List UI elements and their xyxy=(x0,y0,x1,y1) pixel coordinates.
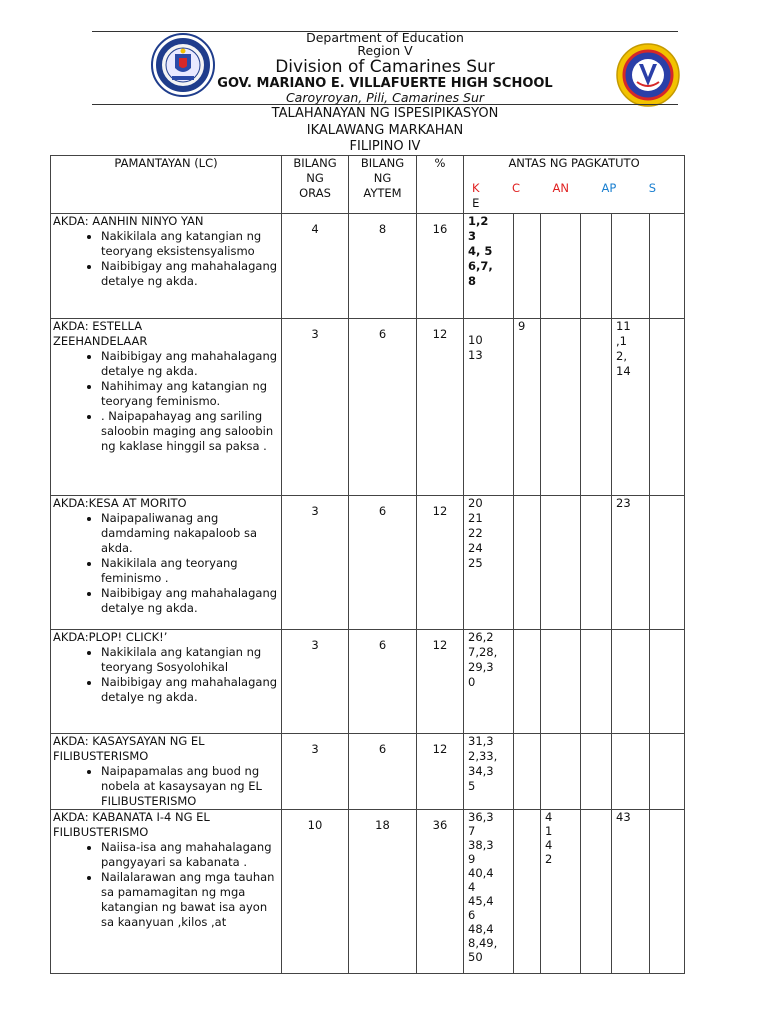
items-extra-cell xyxy=(650,810,685,974)
items-extra-cell xyxy=(650,319,685,496)
oras-cell: 3 xyxy=(282,319,349,496)
level-s: S xyxy=(648,181,657,195)
items-c-cell xyxy=(514,214,541,319)
competency-item: • Nakikilala ang katangian ng teoryang Sosyolohikal xyxy=(101,645,279,675)
document-title: TALAHANAYAN NG ISPESIPIKASYON xyxy=(271,106,499,121)
items-an-cell xyxy=(541,734,581,810)
percent-cell: 12 xyxy=(417,319,464,496)
document-subtitle-quarter: IKALAWANG MARKAHAN xyxy=(306,123,464,138)
header-pamantayan: PAMANTAYAN (LC) xyxy=(51,156,282,214)
aytem-cell: 6 xyxy=(349,319,417,496)
items-ap-cell xyxy=(581,319,612,496)
header-bilang-oras: BILANG NG ORAS xyxy=(282,156,349,214)
table-row xyxy=(51,810,685,974)
competency-list xyxy=(53,511,279,616)
header-percent: % xyxy=(417,156,464,214)
level-an: AN xyxy=(552,181,569,195)
items-k-cell: 10 13 xyxy=(464,319,514,496)
antas-label: ANTAS NG PAGKATUTO xyxy=(508,156,640,170)
oras-cell: 3 xyxy=(282,630,349,734)
competency-item: • Naibibigay ang mahahalagang detalye ng akda. xyxy=(101,349,279,379)
competency-list xyxy=(53,764,279,809)
items-ap-cell xyxy=(581,810,612,974)
items-ap-cell xyxy=(581,630,612,734)
items-c-cell xyxy=(514,810,541,974)
level-k: K E xyxy=(472,181,480,210)
table-row xyxy=(51,319,685,496)
percent-cell: 12 xyxy=(417,630,464,734)
table-row xyxy=(51,734,685,810)
region-name: Region V xyxy=(357,43,413,58)
oras-cell: 3 xyxy=(282,734,349,810)
items-extra-cell xyxy=(650,630,685,734)
competency-cell xyxy=(51,734,282,810)
competency-cell xyxy=(51,630,282,734)
competency-list xyxy=(53,645,279,705)
items-s-cell: 43 xyxy=(612,810,650,974)
competency-item: • Naiisa-isa ang mahahalagang pangyayari sa kabanata . xyxy=(101,840,279,870)
oras-cell: 4 xyxy=(282,214,349,319)
items-extra-cell xyxy=(650,734,685,810)
items-k-cell: 20 21 22 24 25 xyxy=(464,496,514,630)
header-antas-ng-pagkatuto xyxy=(464,156,685,214)
items-an-cell xyxy=(541,214,581,319)
percent-cell: 12 xyxy=(417,496,464,630)
competency-list xyxy=(53,840,279,930)
akda-title: AKDA: ESTELLA ZEEHANDELAAR xyxy=(53,319,148,348)
table-header-row xyxy=(51,156,685,214)
school-name: GOV. MARIANO E. VILLAFUERTE HIGH SCHOOL xyxy=(217,76,553,91)
items-extra-cell xyxy=(650,214,685,319)
items-c-cell xyxy=(514,630,541,734)
level-ap: AP xyxy=(601,181,617,195)
items-an-cell xyxy=(541,630,581,734)
levels-row xyxy=(466,171,682,211)
competency-cell xyxy=(51,810,282,974)
competency-item: • Nahihimay ang katangian ng teoryang feminismo. xyxy=(101,379,279,409)
aytem-cell: 6 xyxy=(349,496,417,630)
competency-item: • Naipapamalas ang buod ng nobela at kasaysayan ng EL FILIBUSTERISMO xyxy=(101,764,279,809)
items-s-cell xyxy=(612,734,650,810)
oras-cell: 10 xyxy=(282,810,349,974)
aytem-cell: 18 xyxy=(349,810,417,974)
percent-cell: 16 xyxy=(417,214,464,319)
competency-item: • Naibibigay ang mahahalagang detalye ng akda. xyxy=(101,675,279,705)
items-ap-cell xyxy=(581,734,612,810)
aytem-cell: 6 xyxy=(349,734,417,810)
competency-item: • Naibibigay ang mahahalagang detalye ng akda. xyxy=(101,586,279,616)
competency-list xyxy=(53,229,279,289)
header-bottom-rule xyxy=(92,104,678,105)
akda-title: AKDA: KABANATA I-4 NG EL FILIBUSTERISMO xyxy=(53,810,210,839)
competency-cell xyxy=(51,214,282,319)
items-s-cell xyxy=(612,630,650,734)
akda-title: AKDA:PLOP! CLICK!’ xyxy=(53,630,168,644)
competency-item: • Nailalarawan ang mga tauhan sa pamamagitan ng mga katangian ng bawat isa ayon sa kaanyuan ,kilos ,at xyxy=(101,870,279,930)
aytem-cell: 8 xyxy=(349,214,417,319)
items-k-cell: 31,3 2,33, 34,3 5 xyxy=(464,734,514,810)
division-name: Division of Camarines Sur xyxy=(275,57,495,77)
items-c-cell: 9 xyxy=(514,319,541,496)
items-an-cell: 4 1 4 2 xyxy=(541,810,581,974)
competency-item: • Nakikilala ang katangian ng teoryang eksistensyalismo xyxy=(101,229,279,259)
items-c-cell xyxy=(514,734,541,810)
items-extra-cell xyxy=(650,496,685,630)
items-k-cell: 26,2 7,28, 29,3 0 xyxy=(464,630,514,734)
table-row xyxy=(51,214,685,319)
items-s-cell xyxy=(612,214,650,319)
specification-table xyxy=(50,155,685,974)
level-c: C xyxy=(512,181,521,195)
percent-cell: 36 xyxy=(417,810,464,974)
school-address: Caroyroyan, Pili, Camarines Sur xyxy=(285,90,485,105)
items-c-cell xyxy=(514,496,541,630)
oras-cell: 3 xyxy=(282,496,349,630)
aytem-cell: 6 xyxy=(349,630,417,734)
table-row xyxy=(51,496,685,630)
akda-title: AKDA:KESA AT MORITO xyxy=(53,496,187,510)
percent-cell: 12 xyxy=(417,734,464,810)
header-bilang-aytem: BILANG NG AYTEM xyxy=(349,156,417,214)
akda-title: AKDA: AANHIN NINYO YAN xyxy=(53,214,204,228)
department-name: Department of Education xyxy=(306,30,464,45)
items-an-cell xyxy=(541,496,581,630)
competency-cell xyxy=(51,496,282,630)
competency-item: • Nakikilala ang teoryang feminismo . xyxy=(101,556,279,586)
competency-item: • . Naipapahayag ang sariling saloobin maging ang saloobin ng kaklase hinggil sa paksa . xyxy=(101,409,279,454)
competency-item: • Naipapaliwanag ang damdaming nakapaloob sa akda. xyxy=(101,511,279,556)
competency-cell xyxy=(51,319,282,496)
akda-title: AKDA: KASAYSAYAN NG EL FILIBUSTERISMO xyxy=(53,734,205,763)
items-k-cell: 1,2 3 4, 5 6,7, 8 xyxy=(464,214,514,319)
items-s-cell: 23 xyxy=(612,496,650,630)
competency-item: • Naibibigay ang mahahalagang detalye ng akda. xyxy=(101,259,279,289)
items-k-cell: 36,3 7 38,3 9 40,4 4 45,4 6 48,4 8,49, 50 xyxy=(464,810,514,974)
items-ap-cell xyxy=(581,496,612,630)
items-ap-cell xyxy=(581,214,612,319)
document-subtitle-subject: FILIPINO IV xyxy=(349,139,421,154)
table-row xyxy=(51,630,685,734)
competency-list xyxy=(53,349,279,454)
items-an-cell xyxy=(541,319,581,496)
items-s-cell: 11 ,1 2, 14 xyxy=(612,319,650,496)
